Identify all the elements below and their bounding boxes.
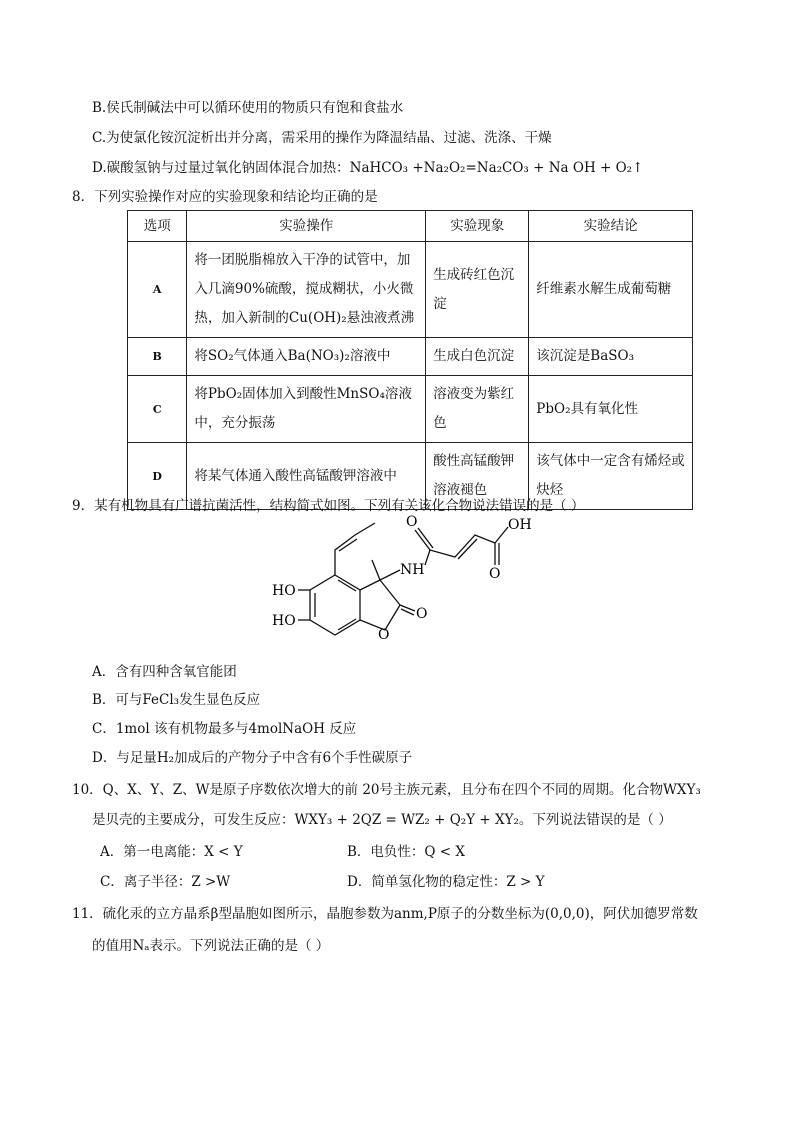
- row-phenomenon: 溶液变为紫红色: [426, 376, 529, 443]
- q7-option-d-equation: NaHCO₃ +Na₂O₂=Na₂CO₃ + Na OH + O₂↑: [349, 160, 644, 176]
- label-o-ketone: O: [416, 606, 428, 622]
- label-oh-top: OH: [508, 517, 532, 533]
- q10-option-b: B．电负性：Q < X: [347, 844, 465, 860]
- q7-option-d-prefix: D.碳酸氢钠与过量过氧化钠固体混合加热：: [92, 160, 350, 176]
- row-operation: 将某气体通入酸性高锰酸钾溶液中: [187, 443, 426, 510]
- q11-stem-line1: 11．硫化汞的立方晶系β型晶胞如图所示，晶胞参数为anm,P原子的分数坐标为(0,0,0)，阿伏加德罗常数: [72, 906, 698, 922]
- row-label: D: [128, 443, 187, 510]
- row-phenomenon: 生成砖红色沉淀: [426, 242, 529, 338]
- experiment-table: [127, 210, 693, 510]
- q7-option-d: [92, 156, 643, 176]
- header-conclusion: 实验结论: [529, 211, 693, 242]
- header-operation: 实验操作: [187, 211, 426, 242]
- table-row: [128, 376, 693, 443]
- label-o-amide: O: [406, 514, 418, 530]
- label-o-top: O: [489, 566, 501, 582]
- q7-option-c: C.为使氯化铵沉淀析出并分离，需采用的操作为降温结晶、过滤、洗涤、干燥: [92, 130, 552, 146]
- table-row: [128, 242, 693, 338]
- q10-stem-line1: 10．Q、X、Y、Z、W是原子序数依次增大的前 20号主族元素，且分布在四个不同的周期。化合物WXY₃: [72, 782, 701, 798]
- row-conclusion: 纤维素水解生成葡萄糖: [529, 242, 693, 338]
- q7-option-b: B.侯氏制碱法中可以循环使用的物质只有饱和食盐水: [92, 100, 404, 116]
- table-header-row: [128, 211, 693, 242]
- label-o-ring: O: [378, 627, 390, 643]
- row-operation: 将一团脱脂棉放入干净的试管中，加入几滴90%硫酸，搅成糊状，小火微热，加入新制的Cu(OH)₂悬浊液煮沸: [187, 242, 426, 338]
- row-conclusion: PbO₂具有氧化性: [529, 376, 693, 443]
- row-phenomenon: 酸性高锰酸钾溶液褪色: [426, 443, 529, 510]
- table-row: [128, 338, 693, 376]
- q9-stem: 9．某有机物具有广谱抗菌活性，结构简式如图。下列有关该化合物说法错误的是（ ）: [72, 498, 585, 514]
- q10-stem-line2: 是贝壳的主要成分，可发生反应：WXY₃ + 2QZ = WZ₂ + Q₂Y + XY₂。下列说法错误的是（ ）: [92, 812, 672, 828]
- label-ho-1: HO: [272, 583, 296, 599]
- q10-option-c: C．离子半径：Z >W: [100, 874, 231, 890]
- header-option: 选项: [128, 211, 187, 242]
- q9-option-b: B．可与FeCl₃发生显色反应: [92, 692, 261, 708]
- molecular-structure: [272, 514, 560, 645]
- q10-option-d: D．简单氢化物的稳定性：Z > Y: [347, 874, 545, 890]
- row-conclusion: 该沉淀是BaSO₃: [529, 338, 693, 376]
- q9-option-a: A．含有四种含氧官能团: [92, 664, 237, 680]
- row-operation: 将PbO₂固体加入到酸性MnSO₄溶液中，充分振荡: [187, 376, 426, 443]
- row-label: B: [128, 338, 187, 376]
- q10-option-a: A．第一电离能：X < Y: [100, 844, 243, 860]
- row-label: C: [128, 376, 187, 443]
- label-nh: NH: [400, 562, 425, 578]
- row-phenomenon: 生成白色沉淀: [426, 338, 529, 376]
- row-conclusion: 该气体中一定含有烯烃或炔烃: [529, 443, 693, 510]
- structure-bonds: [298, 523, 508, 635]
- row-label: A: [128, 242, 187, 338]
- header-phenomenon: 实验现象: [426, 211, 529, 242]
- q9-option-d: D．与足量H₂加成后的产物分子中含有6个手性碳原子: [92, 750, 413, 766]
- q11-stem-line2: 的值用Nₐ表示。下列说法正确的是（ ）: [92, 938, 330, 954]
- q8-stem: 8．下列实验操作对应的实验现象和结论均正确的是: [72, 189, 378, 205]
- row-operation: 将SO₂气体通入Ba(NO₃)₂溶液中: [187, 338, 426, 376]
- q9-option-c: C．1mol 该有机物最多与4molNaOH 反应: [92, 721, 357, 737]
- label-ho-2: HO: [272, 613, 296, 629]
